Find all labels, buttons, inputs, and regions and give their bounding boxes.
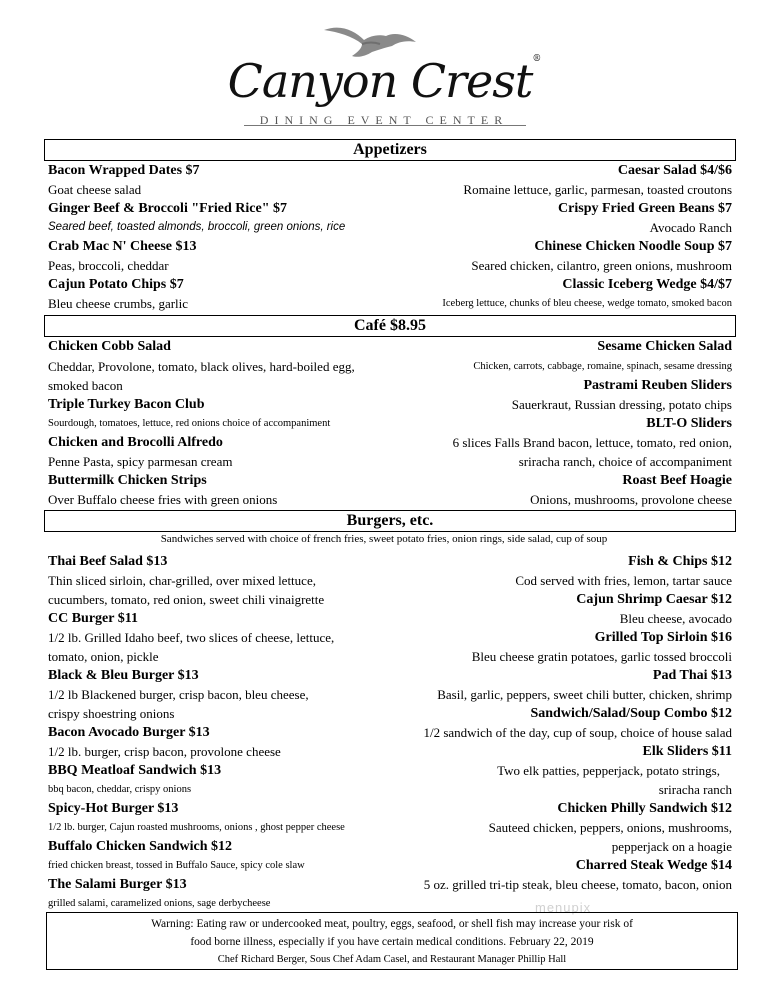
menu-item-name: Charred Steak Wedge $14 — [575, 858, 732, 873]
menu-item-desc: smoked bacon — [48, 378, 123, 393]
menu-item-desc: Sourdough, tomatoes, lettuce, red onions choice of accompaniment — [48, 418, 331, 429]
menu-item-desc: Seared chicken, cilantro, green onions, mushroom — [471, 258, 732, 273]
menu-item-name: Buffalo Chicken Sandwich $12 — [48, 839, 232, 854]
menu-item-name: CC Burger $11 — [48, 611, 138, 626]
menu-row — [48, 471, 734, 490]
menu-item-name: Buttermilk Chicken Strips — [48, 473, 207, 488]
menu-row — [48, 780, 734, 799]
menu-row — [48, 357, 734, 376]
menu-row — [48, 894, 734, 913]
brand-subtitle: DINING EVENT CENTER — [259, 113, 509, 127]
staff-credits: Chef Richard Berger, Sous Chef Adam Casel, and Restaurant Manager Phillip Hall — [217, 954, 567, 965]
menu-row — [48, 433, 734, 452]
menu-row — [48, 218, 734, 237]
menu-row — [48, 799, 734, 818]
menu-item-desc: 6 slices Falls Brand bacon, lettuce, tomato, red onion, — [452, 435, 732, 450]
menu-row — [48, 723, 734, 742]
menu-row — [48, 875, 734, 894]
menu-item-desc: 1/2 lb. burger, crisp bacon, provolone cheese — [48, 744, 281, 759]
menu-item-desc: Iceberg lettuce, chunks of bleu cheese, wedge tomato, smoked bacon — [442, 298, 732, 309]
menu-item-name: Sesame Chicken Salad — [597, 339, 732, 354]
menu-row — [48, 275, 734, 294]
menu-row — [48, 376, 734, 395]
menu-item-desc: Penne Pasta, spicy parmesan cream — [48, 454, 233, 469]
menu-item-name: Roast Beef Hoagie — [622, 473, 732, 488]
menu-item-name: Chicken and Brocolli Alfredo — [48, 435, 223, 450]
menu-item-desc: Basil, garlic, peppers, sweet chili butter, chicken, shrimp — [437, 687, 732, 702]
menu-item-desc: 1/2 lb. Grilled Idaho beef, two slices of cheese, lettuce, — [48, 630, 335, 645]
menu-item-desc: sriracha ranch — [658, 782, 732, 797]
menu-item-name: Pastrami Reuben Sliders — [583, 378, 732, 393]
menu-item-name: Caesar Salad $4/$6 — [617, 163, 732, 178]
menu-item-name: BBQ Meatloaf Sandwich $13 — [48, 763, 222, 778]
menu-item-name: Crispy Fried Green Beans $7 — [558, 201, 732, 216]
menu-item-desc: Romaine lettuce, garlic, parmesan, toasted croutons — [463, 182, 732, 197]
menu-row — [48, 414, 734, 433]
menu-item-desc: Over Buffalo cheese fries with green onions — [48, 492, 278, 507]
warning-box — [46, 912, 738, 970]
menu-item-name: Fish & Chips $12 — [628, 554, 732, 569]
menu-item-name: Thai Beef Salad $13 — [48, 554, 168, 569]
menu-item-desc: Sauteed chicken, peppers, onions, mushrooms, — [488, 820, 732, 835]
menu-item-name: BLT-O Sliders — [646, 416, 732, 431]
menu-row — [48, 666, 734, 685]
menu-item-name: Elk Sliders $11 — [642, 744, 732, 759]
watermark: menupix — [535, 900, 592, 915]
menu-item-desc: Bleu cheese crumbs, garlic — [48, 296, 189, 311]
menu-item-desc: bbq bacon, cheddar, crispy onions — [48, 784, 192, 795]
menu-item-desc: 1/2 sandwich of the day, cup of soup, choice of house salad — [423, 725, 732, 740]
menu-item-desc: pepperjack on a hoagie — [611, 839, 732, 854]
menu-row — [48, 590, 734, 609]
menu-item-name: Sandwich/Salad/Soup Combo $12 — [530, 706, 732, 721]
menu-row — [48, 628, 734, 647]
menu-item-name: Classic Iceberg Wedge $4/$7 — [562, 277, 732, 292]
menu-item-desc: Chicken, carrots, cabbage, romaine, spinach, sesame dressing — [473, 361, 732, 372]
menu-item-desc: 1/2 lb. burger, Cajun roasted mushrooms, onions , ghost pepper cheese — [48, 822, 345, 833]
menu-item-name: Chicken Philly Sandwich $12 — [557, 801, 732, 816]
menu-item-desc: cucumbers, tomato, red onion, sweet chili vinaigrette — [48, 592, 325, 607]
menu-item-desc: Cod served with fries, lemon, tartar sauce — [515, 573, 732, 588]
menu-row — [48, 647, 734, 666]
menu-item-name: Ginger Beef & Broccoli "Fried Rice" $7 — [48, 201, 287, 216]
menu-item-desc: crispy shoestring onions — [48, 706, 175, 721]
menu-item-desc: Cheddar, Provolone, tomato, black olives, hard-boiled egg, — [48, 359, 355, 374]
menu-item-desc: Avocado Ranch — [649, 220, 732, 235]
menu-item-desc: tomato, onion, pickle — [48, 649, 159, 664]
menu-row — [48, 818, 734, 837]
menu-item-desc: Onions, mushrooms, provolone cheese — [530, 492, 732, 507]
menu-row — [48, 609, 734, 628]
menu-item-name: Grilled Top Sirloin $16 — [594, 630, 732, 645]
menu-item-name: Triple Turkey Bacon Club — [48, 397, 205, 412]
menu-row — [48, 685, 734, 704]
menu-row — [48, 161, 734, 180]
sides-note: Sandwiches served with choice of french fries, sweet potato fries, onion rings, side salad, cup of soup — [160, 533, 608, 545]
menu-item-desc: Sauerkraut, Russian dressing, potato chips — [511, 397, 732, 412]
menu-item-desc: grilled salami, caramelized onions, sage derbycheese — [48, 898, 271, 909]
menu-item-name: Crab Mac N' Cheese $13 — [48, 239, 197, 254]
menu-item-desc: Two elk patties, pepperjack, potato strings, — [497, 763, 720, 778]
warning-line-1: Warning: Eating raw or undercooked meat, poultry, eggs, seafood, or shell fish may increase your risk of — [151, 918, 633, 930]
menu-row — [48, 256, 734, 275]
menu-row — [48, 337, 734, 356]
menu-item-name: Spicy-Hot Burger $13 — [48, 801, 179, 816]
section-header-appetizers: Appetizers — [44, 139, 736, 161]
brand-name: Canyon Crest® — [227, 54, 541, 108]
menu-row — [48, 199, 734, 218]
menu-item-desc: Bleu cheese gratin potatoes, garlic tossed broccoli — [471, 649, 732, 664]
menu-item-name: Cajun Potato Chips $7 — [48, 277, 184, 292]
menu-item-name: Chicken Cobb Salad — [48, 339, 171, 354]
menu-item-name: Pad Thai $13 — [652, 668, 732, 683]
menu-row — [48, 452, 734, 471]
menu-row — [48, 742, 734, 761]
menu-item-desc: Thin sliced sirloin, char-grilled, over mixed lettuce, — [48, 573, 316, 588]
menu-item-name: Cajun Shrimp Caesar $12 — [576, 592, 732, 607]
menu-row — [48, 571, 734, 590]
menu-row — [48, 837, 734, 856]
menu-item-desc: sriracha ranch, choice of accompaniment — [518, 454, 732, 469]
menu-row — [48, 490, 734, 509]
menu-item-desc: Seared beef, toasted almonds, broccoli, green onions, rice — [48, 221, 346, 233]
menu-item-desc: 1/2 lb Blackened burger, crisp bacon, bleu cheese, — [48, 687, 309, 702]
menu-item-desc: Bleu cheese, avocado — [619, 611, 732, 626]
menu-row — [48, 180, 734, 199]
menu-item-desc: Goat cheese salad — [48, 182, 142, 197]
menu-item-desc: 5 oz. grilled tri-tip steak, bleu cheese, tomato, bacon, onion — [423, 877, 732, 892]
menu-item-desc: fried chicken breast, tossed in Buffalo Sauce, spicy cole slaw — [48, 860, 305, 871]
section-header-cafe: Café $8.95 — [44, 315, 736, 337]
menu-row — [48, 395, 734, 414]
menu-row — [48, 856, 734, 875]
menu-item-name: The Salami Burger $13 — [48, 877, 187, 892]
menu-row — [48, 552, 734, 571]
menu-item-name: Bacon Wrapped Dates $7 — [48, 163, 200, 178]
menu-row — [48, 294, 734, 313]
menu-item-name: Black & Bleu Burger $13 — [48, 668, 199, 683]
menu-row — [48, 237, 734, 256]
menu-row — [48, 761, 734, 780]
menu-item-name: Bacon Avocado Burger $13 — [48, 725, 210, 740]
menu-item-desc: Peas, broccoli, cheddar — [48, 258, 169, 273]
warning-line-2: food borne illness, especially if you have certain medical conditions. February 22, 2019 — [190, 936, 594, 948]
menu-row — [48, 704, 734, 723]
section-header-burgers: Burgers, etc. — [44, 510, 736, 532]
menu-item-name: Chinese Chicken Noodle Soup $7 — [534, 239, 732, 254]
